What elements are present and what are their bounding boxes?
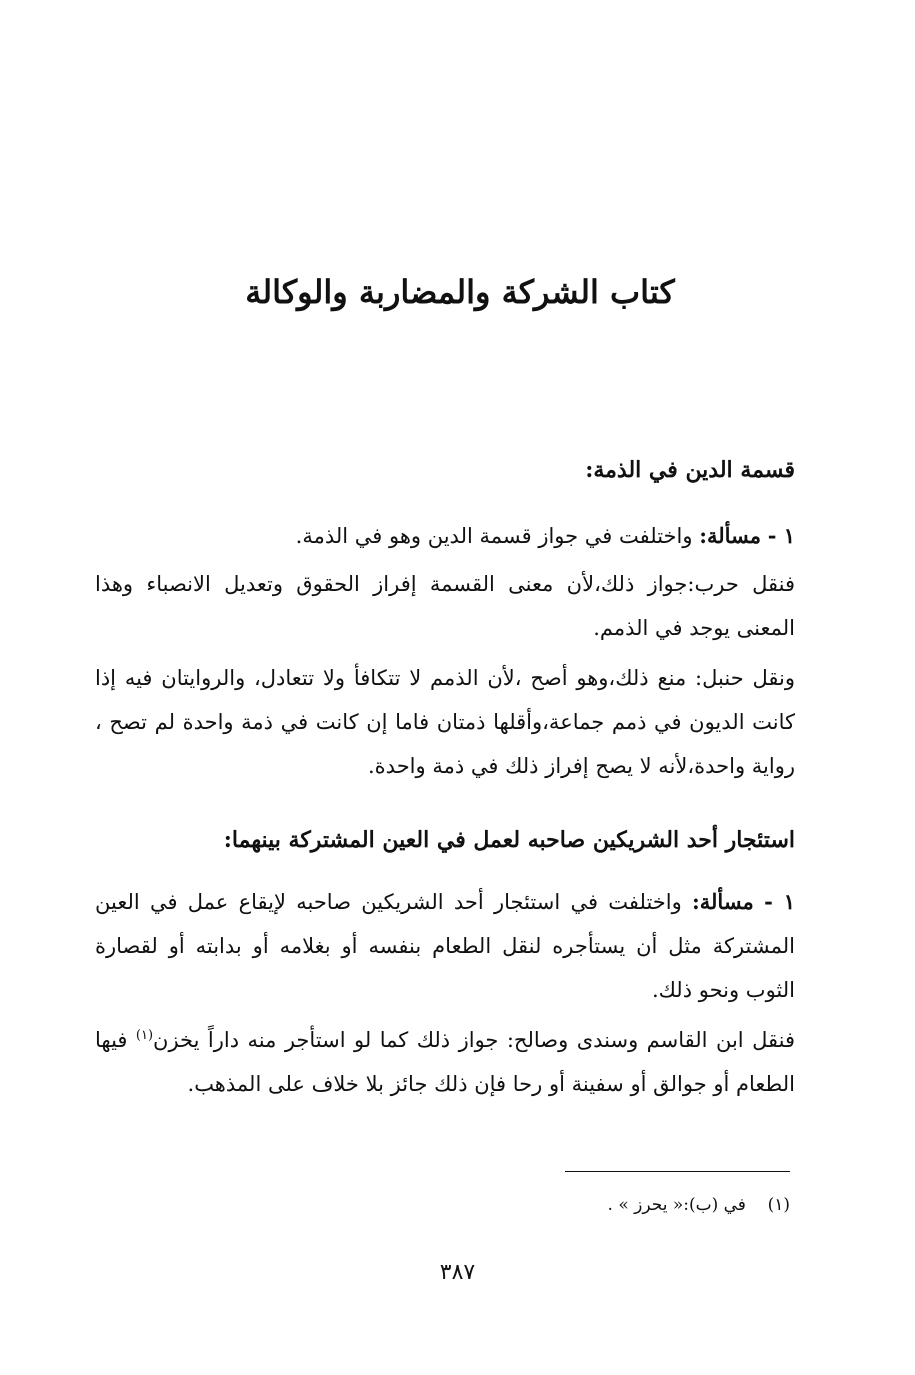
- section1-paragraph-harb: فنقل حرب:جواز ذلك،لأن معنى القسمة إفراز الحقوق وتعديل الانصباء وهذا المعنى يوجد في الذمم.: [95, 572, 795, 640]
- section-heading-debt-division: قسمة الدين في الذمة:: [585, 457, 795, 483]
- question-text: واختلفت في استئجار أحد الشريكين صاحبه لإيقاع عمل في العين المشتركة مثل أن يستأجره لنقل الطعام بنفسه أو بغلامه أو بدابته أو لقصارة الثوب ونحو ذلك.: [95, 890, 795, 1002]
- footnote: [190, 1190, 790, 1220]
- section2-question-1: [95, 880, 795, 1012]
- section-heading-partner-hire: استئجار أحد الشريكين صاحبه لعمل في العين المشتركة بينهما:: [223, 827, 795, 853]
- question-number: ١ -: [764, 889, 795, 914]
- question-label: مسألة:: [699, 523, 761, 548]
- footnote-reference: (١): [135, 1028, 154, 1043]
- page-number: ٣٨٧: [439, 1260, 476, 1285]
- footnote-text: في (ب):« يحرز » .: [607, 1195, 746, 1215]
- question-text: واختلفت في جواز قسمة الدين وهو في الذمة.: [295, 524, 693, 548]
- question-label: مسألة:: [692, 889, 754, 914]
- section1-question-1: [95, 514, 795, 558]
- paragraph-text-before-ref: فنقل ابن القاسم وسندى وصالح: جواز ذلك كما لو استأجر منه داراً يخزن: [153, 1028, 795, 1052]
- section1-paragraph-hanbal: ونقل حنبل: منع ذلك،وهو أصح ،لأن الذمم لا تتكافأ ولا تتعادل، والروايتان فيه إذا كانت الديون في ذمم جماعة،وأقلها ذمتان فاما إن كانت في ذمة واحدة لم تصح ، رواية واحدة،لأنه لا يصح إفراز ذلك في ذمة واحدة.: [95, 666, 795, 778]
- footnote-marker: (١): [767, 1195, 790, 1215]
- question-number: ١ -: [767, 523, 795, 548]
- paragraph-text-after-ref: فيها الطعام أو جوالق أو سفينة أو رحا فإن ذلك جائز بلا خلاف على المذهب.: [95, 1028, 795, 1096]
- chapter-title: كتاب الشركة والمضاربة والوكالة: [245, 273, 675, 311]
- section2-paragraph-ibn-alqasim: [95, 1014, 795, 1106]
- footnote-divider: [565, 1171, 790, 1172]
